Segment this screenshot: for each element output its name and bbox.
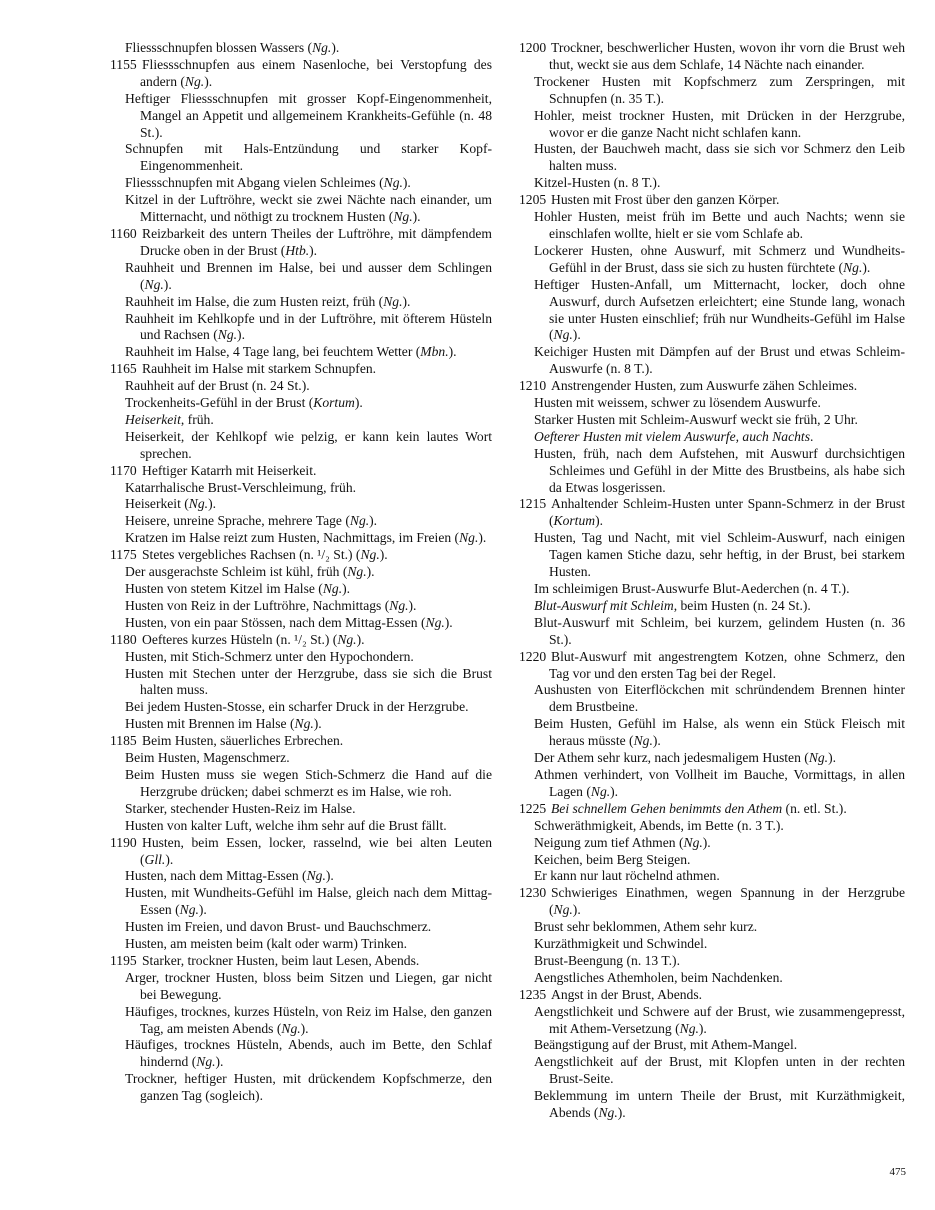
symptom-entry: [519, 243, 905, 277]
entry-text: Starker, trockner Husten, beim laut Lesen, Abends.: [142, 952, 420, 968]
entry-source-italic: Ng.: [389, 597, 409, 613]
symptom-entry: [110, 361, 492, 378]
symptom-entry: [110, 666, 492, 700]
entry-text: Husten, von ein paar Stössen, nach dem Mittag-Essen (: [125, 614, 426, 630]
entry-number: 1210: [519, 378, 547, 394]
entry-text: Keichiger Husten mit Dämpfen auf der Brust und etwas Schleim-Auswurfe (n. 8 T.).: [534, 344, 905, 377]
entry-text: Husten im Freien, und davon Brust- und Bauchschmerz.: [125, 919, 432, 935]
symptom-entry: [519, 716, 905, 750]
entry-text: , früh.: [180, 411, 214, 427]
entry-text: Der Athem sehr kurz, nach jedesmaligem Husten (: [534, 750, 809, 766]
symptom-entry: [519, 750, 905, 767]
symptom-entry: [519, 209, 905, 243]
entry-text: Schweräthmigkeit, Abends, im Bette (n. 3 T.).: [534, 817, 784, 833]
entry-number: 1230: [519, 885, 547, 901]
symptom-entry: [519, 141, 905, 175]
entry-source-italic: Ng.: [808, 750, 829, 766]
entry-text: Neigung zum tief Athmen (: [534, 834, 684, 850]
symptom-entry: [519, 682, 905, 716]
entry-source-italic: Ng.: [337, 631, 357, 647]
entry-text: Fliessschnupfen mit Abgang vielen Schleimes (: [125, 175, 384, 191]
entry-text: Der ausgerachste Schleim ist kühl, früh (: [125, 564, 348, 580]
entry-text: ).: [402, 293, 411, 309]
symptom-entry: [110, 885, 492, 919]
symptom-entry: [519, 192, 905, 209]
entry-source-italic: Kortum: [553, 513, 596, 529]
entry-number: 1190: [110, 834, 137, 850]
entry-text: ).: [698, 1020, 707, 1036]
entry-number: 1225: [519, 800, 547, 816]
entry-text: ).: [610, 783, 619, 799]
entry-text: Athmen verhindert, von Vollheit im Bauche, Vormittags, in allen Lagen (: [534, 766, 905, 799]
entry-text: ).: [215, 1054, 224, 1070]
entry-source-italic: Ng.: [633, 733, 653, 749]
entry-source-italic: Ng.: [393, 209, 413, 225]
entry-source-italic: Ng.: [683, 834, 703, 850]
entry-source-italic: Ng.: [598, 1105, 618, 1121]
entry-text: ).: [198, 902, 207, 918]
entry-text: Husten von stetem Kitzel im Halse (: [125, 581, 323, 596]
left-column: [110, 40, 492, 1105]
entry-text: Aengstlichkeit und Schwere auf der Brust, wie zusammengepresst, mit Athem-Versetzung (: [534, 1003, 905, 1036]
entry-text: Im schleimigen Brust-Auswurfe Blut-Aederchen (n. 4 T.).: [534, 581, 850, 596]
entry-number: 1180: [110, 631, 137, 647]
entry-source-italic: Ng.: [196, 1054, 216, 1070]
entry-text: Anstrengender Husten, zum Auswurfe zähen Schleimes.: [551, 378, 858, 394]
symptom-entry: [110, 530, 492, 547]
entry-text: Aushusten von Eiterflöckchen mit schründendem Brennen hinter dem Brustbeine.: [534, 682, 905, 715]
symptom-entry: [519, 277, 905, 345]
entry-text: Husten, mit Wundheits-Gefühl im Halse, gleich nach dem Mittag-Essen (: [125, 885, 492, 918]
symptom-entry: [110, 1071, 492, 1105]
entry-source-italic: Ng.: [843, 259, 863, 275]
entry-text: Husten von Reiz in der Luftröhre, Nachmittags (: [125, 597, 390, 613]
entry-text: ).: [448, 344, 457, 360]
symptom-entry: [110, 496, 492, 513]
symptom-entry: [110, 463, 492, 480]
symptom-entry: [519, 852, 905, 869]
symptom-entry: [110, 564, 492, 581]
symptom-entry: [519, 40, 905, 74]
entry-text: Heftiger Katarrh mit Heiserkeit.: [142, 462, 317, 478]
entry-text: Beim Husten, Magenschmerz.: [125, 750, 290, 766]
symptom-entry: [110, 615, 492, 632]
symptom-entry: [110, 598, 492, 615]
symptom-entry: [519, 767, 905, 801]
symptom-entry: [110, 40, 492, 57]
entry-text: Beim Husten, Gefühl im Halse, als wenn ein Stück Fleisch mit heraus müsste (: [534, 716, 905, 749]
entry-number: 1205: [519, 192, 547, 208]
symptom-entry: [519, 1054, 905, 1088]
entry-number: 1170: [110, 462, 137, 478]
entry-source-italic: Ng.: [459, 530, 479, 546]
symptom-entry: [110, 513, 492, 530]
entry-text: Husten mit Frost über den ganzen Körper.: [551, 192, 780, 208]
entry-text: Husten mit Brennen im Halse (: [125, 716, 295, 732]
symptom-entry: [110, 480, 492, 497]
entry-number: 1195: [110, 952, 137, 968]
entry-text: Hohler Husten, meist früh im Bette und auch Nachts; wenn sie einschlafen wollte, hielt er sie vom Schlafe ab.: [534, 209, 905, 241]
entry-text: ).: [478, 530, 487, 546]
symptom-entry: [110, 294, 492, 311]
entry-text: Trockner, beschwerlicher Husten, wovon ihr vorn die Brust weh thut, weckt sie aus dem Schlafe, 14 Nächte nach einander.: [549, 40, 905, 72]
symptom-entry: [519, 818, 905, 835]
entry-text: ).: [444, 614, 453, 630]
symptom-entry: [519, 378, 905, 395]
entry-text: ).: [325, 868, 334, 884]
entry-text: Aengstliches Athemholen, beim Nachdenken.: [534, 969, 783, 985]
symptom-entry: [519, 581, 905, 598]
entry-source-italic: Kortum: [313, 395, 355, 411]
entry-text: ).: [702, 834, 711, 850]
entry-text: Häufiges, trocknes Hüsteln, Abends, auch im Bette, den Schlaf hindernd (: [125, 1037, 492, 1070]
symptom-entry: [110, 581, 492, 598]
symptom-entry: [110, 801, 492, 818]
entry-text: Beängstigung auf der Brust, mit Athem-Mangel.: [534, 1037, 798, 1053]
entry-text: Husten mit weissem, schwer zu lösendem Auswurfe.: [534, 395, 821, 411]
entry-text: ).: [379, 547, 388, 563]
entry-source-italic: Ng.: [322, 581, 343, 596]
symptom-entry: [110, 919, 492, 936]
entry-source-italic: Ng.: [184, 73, 205, 89]
entry-text: ).: [309, 242, 318, 258]
entry-text: Kurzäthmigkeit und Schwindel.: [534, 936, 708, 952]
entry-text: Starker, stechender Husten-Reiz im Halse.: [125, 800, 356, 816]
entry-text: Keichen, beim Berg Steigen.: [534, 851, 691, 867]
entry-text: Stetes vergebliches Rachsen (n. ¹/₂ St.) (: [142, 547, 361, 563]
entry-text: Heftiger Fliessschnupfen mit grosser Kopf-Eingenommenheit, Mangel an Appetit und allgemeinem Krankheits-Gefühle (n. 48 St.).: [125, 90, 492, 140]
entry-source-italic: Ng.: [553, 327, 573, 343]
entry-text: ).: [313, 716, 322, 732]
entry-text: Blut-Auswurf mit angestrengtem Kotzen, ohne Schmerz, den Tag vor und den ersten Tag bei der Regel.: [549, 648, 905, 681]
symptom-entry: [519, 953, 905, 970]
symptom-entry: [110, 699, 492, 716]
entry-text: ).: [412, 209, 421, 225]
entry-source-italic: Htb.: [285, 242, 310, 258]
symptom-entry: [519, 598, 905, 615]
entry-text: Beim Husten, säuerliches Erbrechen.: [142, 733, 344, 749]
entry-text: ).: [862, 259, 871, 275]
entry-source-italic: Oefterer Husten mit vielem Auswurfe, auch Nachts: [534, 428, 810, 444]
entry-text: Rauhheit im Halse, die zum Husten reizt, früh (: [125, 293, 384, 309]
symptom-entry: [519, 1037, 905, 1054]
entry-text: Katarrhalische Brust-Verschleimung, früh.: [125, 479, 357, 495]
entry-number: 1200: [519, 40, 547, 55]
symptom-entry: [519, 395, 905, 412]
entry-text: Heftiger Husten-Anfall, um Mitternacht, locker, doch ohne Auswurf, durch Aufsetzen erleichtert; eine Stunde lang, wonach sie unter Husten einschlief; früh nur Wundheits-Gefühl im Halse (: [534, 276, 905, 343]
symptom-entry: [110, 192, 492, 226]
symptom-entry: [519, 649, 905, 683]
entry-text: ).: [356, 631, 365, 647]
symptom-entry: [110, 429, 492, 463]
entry-text: Häufiges, trocknes, kurzes Hüsteln, von Reiz im Halse, den ganzen Tag, am meisten Abends (: [125, 1003, 492, 1036]
symptom-entry: [519, 919, 905, 936]
entry-source-italic: Heiserkeit: [125, 411, 181, 427]
entry-text: ).: [208, 496, 216, 512]
entry-text: ).: [354, 395, 363, 411]
symptom-entry: [110, 260, 492, 294]
entry-text: ).: [369, 513, 378, 529]
symptom-entry: [110, 311, 492, 345]
symptom-entry: [110, 767, 492, 801]
symptom-entry: [110, 378, 492, 395]
entry-source-italic: Bei schnellem Gehen benimmts den Athem: [551, 800, 783, 816]
entry-text: Rauhheit und Brennen im Halse, bei und ausser dem Schlingen (: [125, 259, 492, 292]
entry-text: Husten, beim Essen, locker, rasselnd, wie bei alten Leuten (: [140, 834, 492, 867]
entry-source-italic: Ng.: [553, 902, 573, 918]
symptom-entry: [519, 1088, 905, 1122]
symptom-entry: [110, 835, 492, 869]
symptom-entry: [519, 412, 905, 429]
entry-text: Anhaltender Schleim-Husten unter Spann-Schmerz in der Brust (: [549, 496, 905, 529]
entry-source-italic: Ng.: [590, 783, 611, 799]
entry-text: , beim Husten (n. 24 St.).: [673, 597, 811, 613]
entry-source-italic: Mbn.: [420, 344, 449, 360]
right-column: [519, 40, 905, 1122]
entry-text: Heisere, unreine Sprache, mehrere Tage (: [125, 513, 350, 529]
symptom-entry: [519, 801, 905, 818]
entry-number: 1160: [110, 225, 137, 241]
symptom-entry: [110, 936, 492, 953]
entry-number: 1185: [110, 733, 137, 749]
entry-text: ).: [828, 750, 837, 766]
entry-text: Rauhheit im Halse mit starkem Schnupfen.: [142, 361, 377, 377]
entry-source-italic: Ng.: [281, 1020, 301, 1036]
entry-text: Oefteres kurzes Hüsteln (n. ¹/₂ St.) (: [142, 631, 338, 647]
entry-number: 1155: [110, 56, 137, 72]
entry-text: Schwieriges Einathmen, wegen Spannung in der Herzgrube (: [549, 885, 905, 918]
entry-text: Aengstlichkeit auf der Brust, mit Klopfen unten in der rechten Brust-Seite.: [534, 1054, 905, 1087]
entry-source-italic: Ng.: [360, 547, 380, 563]
symptom-entry: [519, 429, 905, 446]
entry-text: Beklemmung im untern Theile der Brust, mit Kurzäthmigkeit, Abends (: [534, 1088, 905, 1121]
symptom-entry: [110, 953, 492, 970]
entry-text: (n. etl. St.).: [782, 800, 847, 816]
entry-text: Rauhheit auf der Brust (n. 24 St.).: [125, 378, 310, 394]
entry-text: Husten, der Bauchweh macht, dass sie sich vor Schmerz den Leib halten muss.: [534, 141, 905, 174]
entry-text: ).: [572, 902, 581, 918]
entry-text: .: [809, 428, 814, 444]
entry-source-italic: Ng.: [679, 1020, 699, 1036]
entry-text: Bei jedem Husten-Stosse, ein scharfer Druck in der Herzgrube.: [125, 699, 469, 715]
entry-text: ).: [617, 1105, 626, 1121]
entry-text: Kitzel in der Luftröhre, weckt sie zwei Nächte nach einander, um Mitternacht, und nöthigt zu trocknem Husten (: [125, 192, 492, 225]
entry-source-italic: Ng.: [144, 276, 164, 292]
entry-source-italic: Ng.: [383, 293, 403, 309]
entry-text: Husten, Tag und Nacht, mit viel Schleim-Auswurf, nach einigen Tagen kamen Stiche dazu, sehr heftig, in der Brust, bei starkem Husten.: [534, 530, 905, 580]
symptom-entry: [519, 344, 905, 378]
symptom-entry: [519, 446, 905, 497]
entry-text: Fliessschnupfen aus einem Nasenloche, bei Verstopfung des andern (: [140, 56, 492, 89]
symptom-entry: [110, 750, 492, 767]
entry-text: Kitzel-Husten (n. 8 T.).: [534, 175, 661, 191]
entry-text: ).: [163, 276, 172, 292]
entry-source-italic: Ng.: [347, 564, 367, 580]
symptom-entry: [110, 412, 492, 429]
symptom-entry: [519, 835, 905, 852]
entry-text: Kratzen im Halse reizt zum Husten, Nachmittags, im Freien (: [125, 530, 460, 546]
entry-source-italic: Ng.: [294, 716, 314, 732]
entry-text: ).: [237, 327, 245, 343]
entry-text: ).: [652, 733, 661, 749]
entry-source-italic: Ng.: [383, 175, 403, 191]
entry-text: Trockenheits-Gefühl in der Brust (: [125, 395, 314, 411]
entry-source-italic: Blut-Auswurf mit Schleim: [534, 597, 674, 613]
entry-source-italic: Ng.: [217, 327, 238, 343]
symptom-entry: [519, 108, 905, 142]
symptom-entry: [519, 530, 905, 581]
entry-number: 1165: [110, 361, 137, 377]
symptom-entry: [110, 970, 492, 1004]
entry-source-italic: Ng.: [425, 614, 445, 630]
entry-source-italic: Ng.: [179, 902, 199, 918]
entry-text: ).: [331, 40, 340, 55]
entry-source-italic: Ng.: [188, 496, 209, 512]
entry-text: Brust-Beengung (n. 13 T.).: [534, 952, 680, 968]
symptom-entry: [519, 175, 905, 192]
symptom-entry: [110, 344, 492, 361]
entry-text: Hohler, meist trockner Husten, mit Drücken in der Herzgrube, wovor er die ganze Nacht nicht schlafen kann.: [534, 107, 905, 140]
symptom-entry: [110, 716, 492, 733]
entry-number: 1220: [519, 648, 547, 664]
entry-text: ).: [572, 327, 581, 343]
entry-text: Brust sehr beklommen, Athem sehr kurz.: [534, 919, 758, 935]
entry-text: Trockner, heftiger Husten, mit drückendem Kopfschmerze, den ganzen Tag (sogleich).: [125, 1071, 492, 1104]
symptom-entry: [110, 226, 492, 260]
entry-text: ).: [342, 581, 351, 596]
entry-text: Heiserkeit (: [125, 496, 189, 512]
entry-text: ).: [408, 597, 417, 613]
symptom-entry: [110, 57, 492, 91]
entry-text: Rauhheit im Halse, 4 Tage lang, bei feuchtem Wetter (: [125, 344, 421, 360]
symptom-entry: [519, 496, 905, 530]
entry-text: ).: [300, 1020, 309, 1036]
entry-text: Er kann nur laut röchelnd athmen.: [534, 868, 720, 884]
entry-text: Lockerer Husten, ohne Auswurf, mit Schmerz und Wundheits-Gefühl in der Brust, dass sie sich zu husten fürchtete (: [534, 242, 905, 275]
symptom-entry: [519, 1004, 905, 1038]
entry-number: 1215: [519, 496, 547, 512]
symptom-entry: [110, 547, 492, 564]
entry-text: Blut-Auswurf mit Schleim, bei kurzem, gelindem Husten (n. 36 St.).: [534, 614, 905, 647]
entry-text: Rauhheit im Kehlkopfe und in der Luftröhre, mit öfterem Hüsteln und Rachsen (: [125, 310, 492, 343]
symptom-entry: [110, 818, 492, 835]
entry-source-italic: Ng.: [349, 513, 370, 529]
symptom-entry: [110, 649, 492, 666]
symptom-entry: [110, 632, 492, 649]
symptom-entry: [110, 175, 492, 192]
entry-text: Husten, nach dem Mittag-Essen (: [125, 868, 307, 884]
entry-text: Husten, früh, nach dem Aufstehen, mit Auswurf durchsichtigen Schleimes und Gefühl in der Mitte des Brustbeins, als habe sich da Etwas losgerissen.: [534, 445, 905, 495]
symptom-entry: [519, 936, 905, 953]
entry-text: Trockener Husten mit Kopfschmerz zum Zerspringen, mit Schnupfen (n. 35 T.).: [534, 73, 905, 106]
entry-text: ).: [595, 513, 604, 529]
symptom-entry: [519, 868, 905, 885]
entry-number: 1175: [110, 547, 137, 563]
entry-text: Husten, am meisten beim (kalt oder warm) Trinken.: [125, 936, 408, 952]
symptom-entry: [110, 1004, 492, 1038]
entry-text: Starker Husten mit Schleim-Auswurf weckt sie früh, 2 Uhr.: [534, 411, 858, 427]
entry-source-italic: Ng.: [306, 868, 326, 884]
entry-text: ).: [204, 73, 213, 89]
symptom-entry: [110, 868, 492, 885]
symptom-entry: [519, 970, 905, 987]
entry-text: Arger, trockner Husten, bloss beim Sitzen und Liegen, gar nicht bei Bewegung.: [125, 969, 492, 1002]
entry-source-italic: Ng.: [312, 40, 332, 55]
symptom-entry: [110, 1037, 492, 1071]
entry-text: Husten mit Stechen unter der Herzgrube, dass sie sich die Brust halten muss.: [125, 665, 492, 698]
entry-text: Schnupfen mit Hals-Entzündung und starker Kopf-Eingenommenheit.: [125, 141, 492, 174]
symptom-entry: [519, 74, 905, 108]
entry-text: Fliessschnupfen blossen Wassers (: [125, 40, 313, 55]
entry-text: Beim Husten muss sie wegen Stich-Schmerz die Hand auf die Herzgrube drücken; dabei schmerzt es im Halse, wie roh.: [125, 766, 492, 799]
symptom-entry: [110, 395, 492, 412]
entry-source-italic: Gll.: [144, 851, 166, 867]
entry-text: ).: [165, 851, 174, 867]
symptom-entry: [110, 91, 492, 142]
entry-text: Angst in der Brust, Abends.: [551, 986, 703, 1002]
entry-text: Heiserkeit, der Kehlkopf wie pelzig, er kann kein lautes Wort sprechen.: [125, 428, 492, 461]
symptom-entry: [110, 733, 492, 750]
page-number: 475: [889, 1166, 906, 1178]
entry-text: Husten von kalter Luft, welche ihm sehr auf die Brust fällt.: [125, 817, 447, 833]
entry-text: ).: [366, 564, 375, 580]
symptom-entry: [519, 615, 905, 649]
entry-text: Husten, mit Stich-Schmerz unter den Hypochondern.: [125, 648, 414, 664]
entry-number: 1235: [519, 986, 547, 1002]
symptom-entry: [519, 885, 905, 919]
entry-text: Reizbarkeit des untern Theiles der Luftröhre, mit dämpfendem Drucke oben in der Brust (: [140, 225, 492, 258]
symptom-entry: [519, 987, 905, 1004]
symptom-entry: [110, 141, 492, 175]
entry-text: ).: [402, 175, 411, 191]
